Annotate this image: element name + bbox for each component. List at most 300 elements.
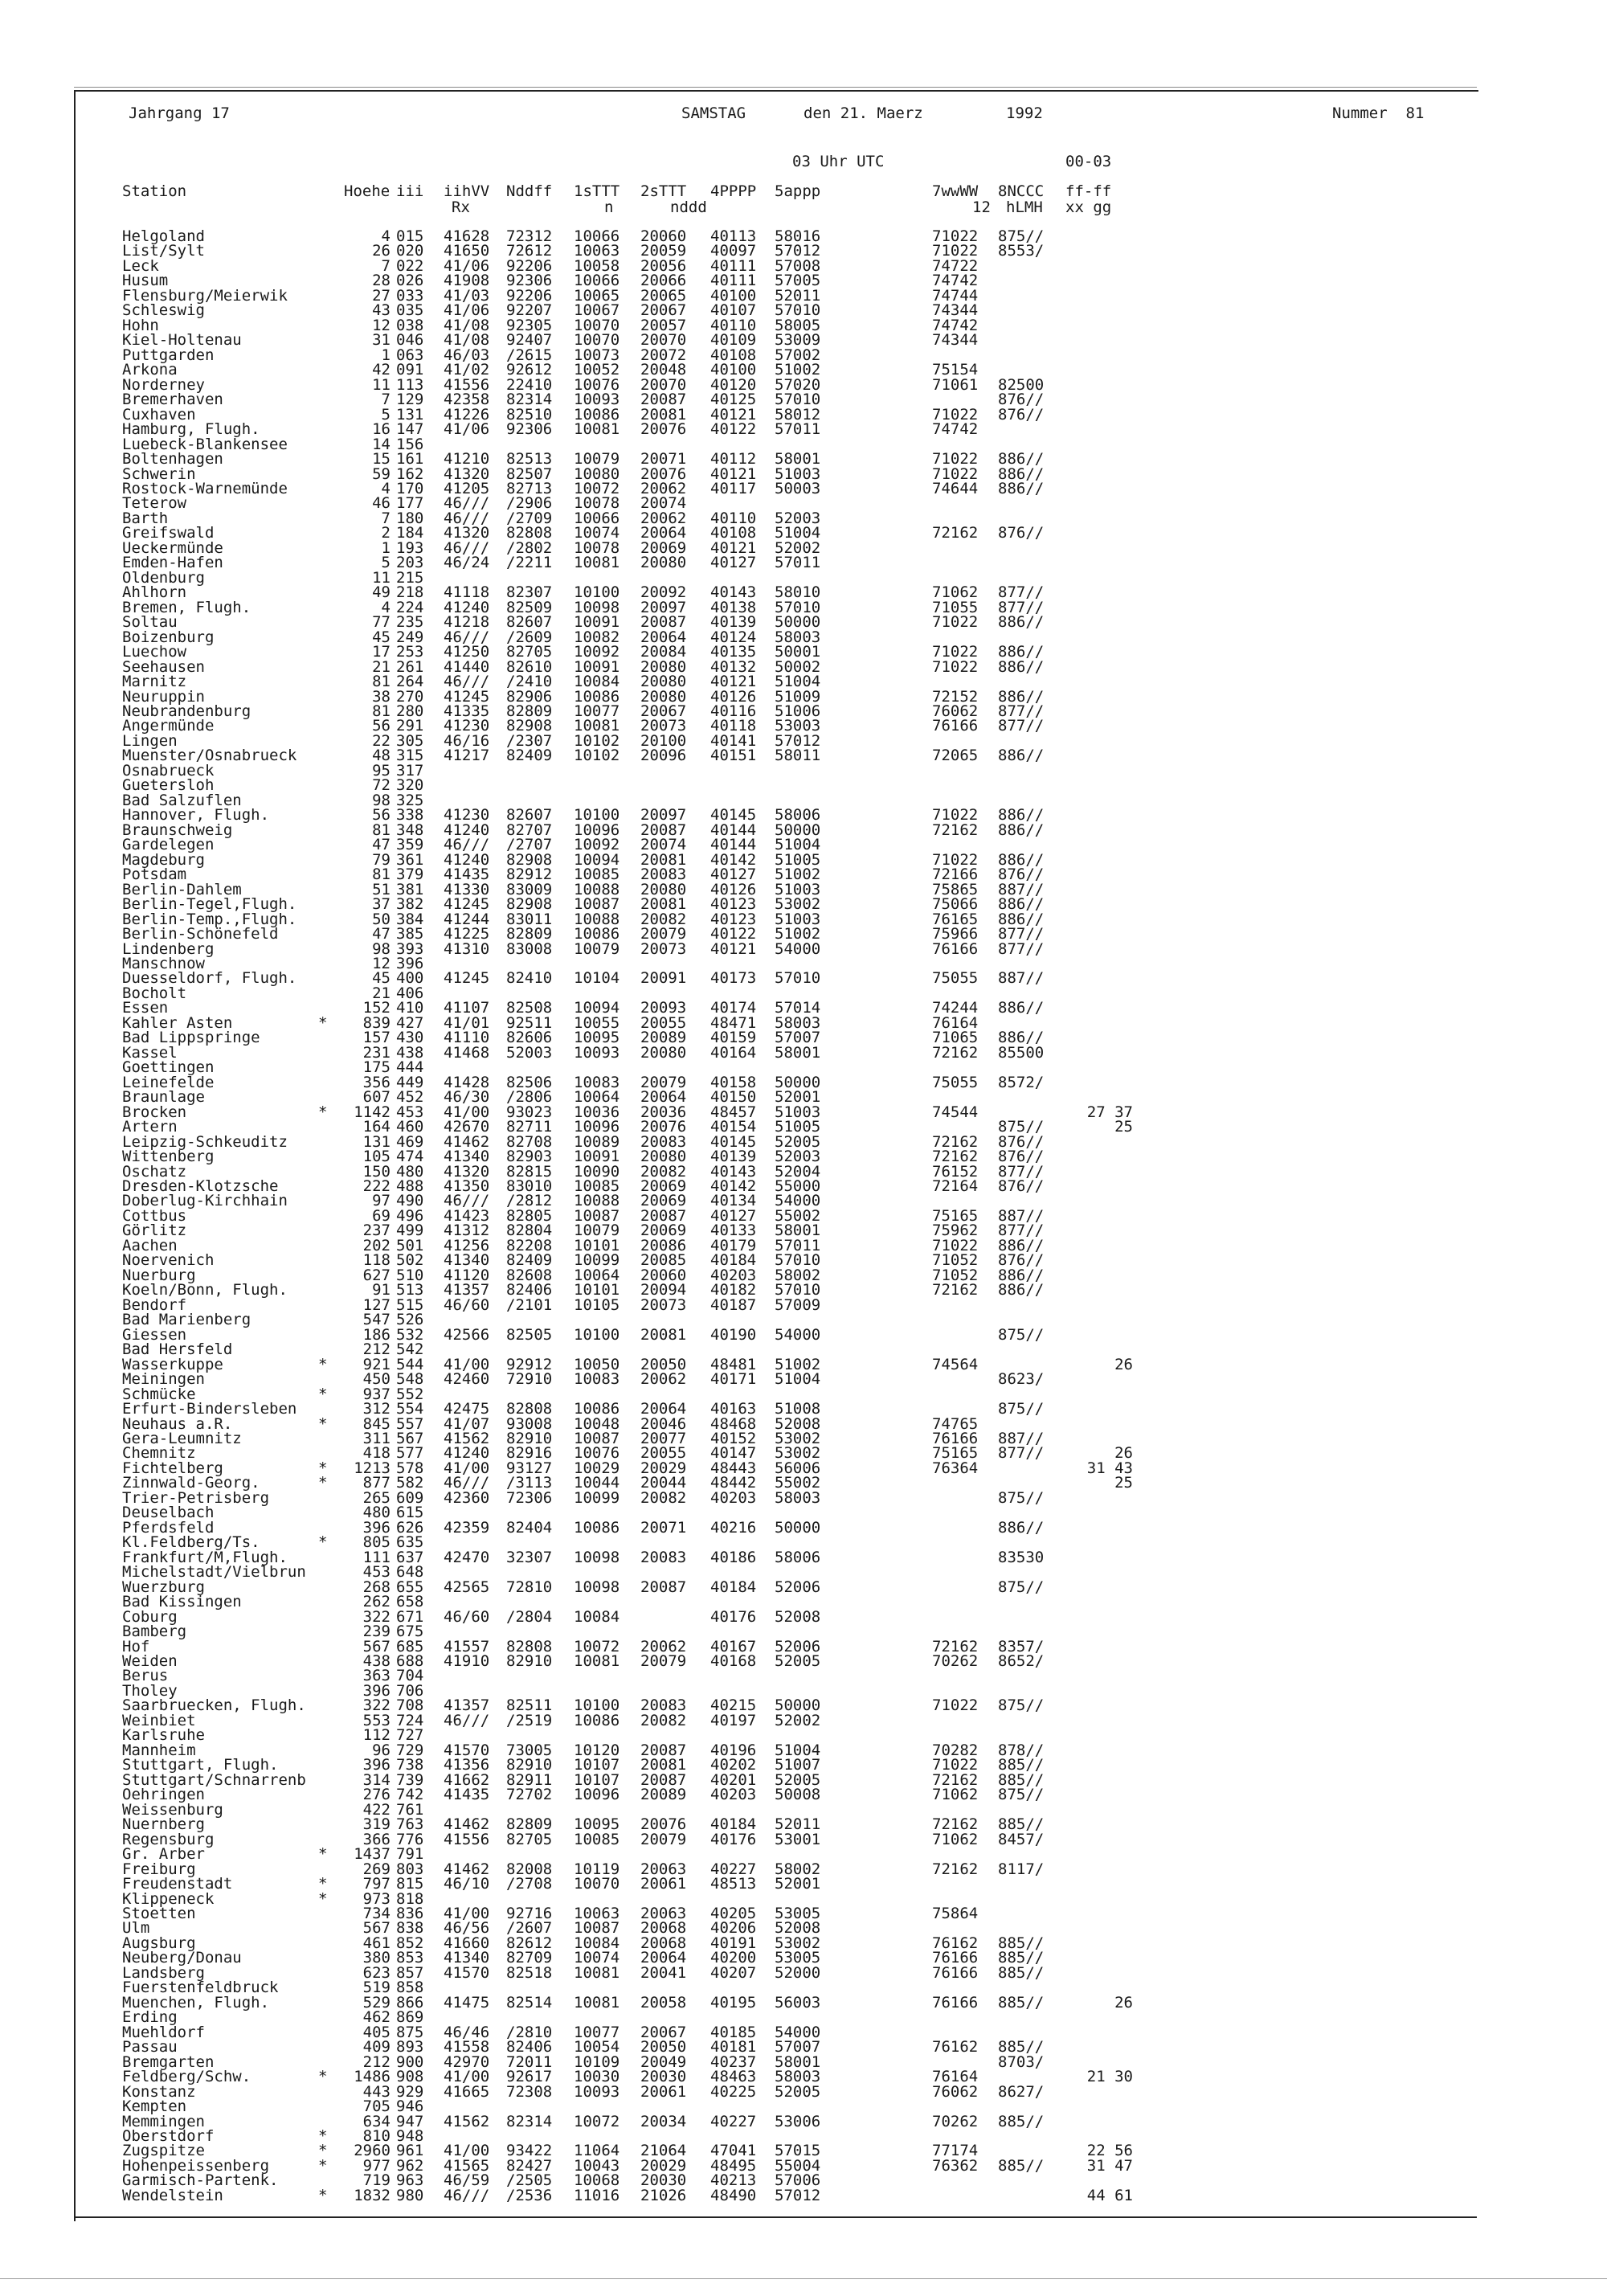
table-row xyxy=(122,939,1408,958)
station-number: 020 xyxy=(396,242,424,260)
group-4pppp: 48481 xyxy=(710,1355,757,1373)
station-name: Bad Marienberg xyxy=(122,1311,251,1329)
station-name: Arkona xyxy=(122,361,178,379)
station-height: 105 xyxy=(362,1148,391,1166)
group-1sttt: 10079 xyxy=(574,450,620,469)
station-height: 269 xyxy=(362,1860,391,1878)
station-height: 131 xyxy=(362,1132,391,1151)
station-height: 322 xyxy=(362,1696,391,1715)
year-label: 1992 xyxy=(1006,104,1043,122)
group-8nccc: 877// xyxy=(998,717,1045,735)
station-number: 015 xyxy=(396,227,424,245)
group-4pppp: 40171 xyxy=(710,1370,757,1389)
group-nddff: 83009 xyxy=(506,880,553,898)
station-height: 212 xyxy=(362,2052,391,2071)
group-4pppp: 40203 xyxy=(710,1488,757,1507)
station-height: 21 xyxy=(372,657,391,676)
table-row xyxy=(122,494,1408,513)
group-8nccc: 877// xyxy=(998,598,1045,616)
group-7wwww: 71022 xyxy=(932,242,979,260)
group-4pppp: 40121 xyxy=(710,465,757,483)
group-1sttt: 10086 xyxy=(574,405,620,424)
group-1sttt: 10102 xyxy=(574,731,620,750)
table-row xyxy=(122,793,1408,808)
group-7wwww: 71062 xyxy=(932,583,979,602)
station-height: 623 xyxy=(362,1963,391,1982)
group-4pppp: 40139 xyxy=(710,1148,757,1166)
group-1sttt: 10081 xyxy=(574,420,620,439)
group-1sttt: 10083 xyxy=(574,1370,620,1389)
group-7wwww: 72162 xyxy=(932,524,979,542)
group-2sttt: 20082 xyxy=(640,1711,687,1729)
station-name: Bad Kissingen xyxy=(122,1593,242,1611)
station-number: 320 xyxy=(396,776,424,795)
table-row xyxy=(122,1312,1408,1327)
table-row xyxy=(122,1995,1408,2010)
group-1sttt: 10085 xyxy=(574,1177,620,1195)
group-5appp: 57008 xyxy=(775,256,821,275)
group-4pppp: 40147 xyxy=(710,1444,757,1463)
group-7wwww: 74544 xyxy=(932,1103,979,1121)
group-nddff: 82908 xyxy=(506,850,553,869)
group-2sttt: 20061 xyxy=(640,2082,687,2101)
group-8nccc: 875// xyxy=(998,1400,1045,1418)
mountain-marker: * xyxy=(318,1889,328,1908)
group-iihvv: 46/56 xyxy=(444,1919,490,1938)
station-number: 490 xyxy=(396,1192,424,1210)
group-4pppp: 40164 xyxy=(710,1043,757,1062)
col-hlmh: hLMH xyxy=(1006,198,1043,216)
station-name: Coburg xyxy=(122,1607,178,1626)
group-1sttt: 10066 xyxy=(574,272,620,290)
group-1sttt: 10078 xyxy=(574,494,620,513)
station-height: 112 xyxy=(362,1726,391,1745)
station-number: 658 xyxy=(396,1593,424,1611)
group-nddff: 92305 xyxy=(506,316,553,334)
station-name: Seehausen xyxy=(122,657,205,676)
mountain-marker: * xyxy=(318,1845,328,1864)
station-name: Berlin-Dahlem xyxy=(122,880,242,898)
station-name: Freiburg xyxy=(122,1860,196,1878)
group-iihvv: 41312 xyxy=(444,1222,490,1240)
group-nddff: 93127 xyxy=(506,1459,553,1477)
station-height: 47 xyxy=(372,836,391,854)
group-4pppp: 40191 xyxy=(710,1934,757,1952)
table-row xyxy=(122,2038,1408,2057)
group-7wwww: 76062 xyxy=(932,2082,979,2101)
mountain-marker: * xyxy=(318,2142,328,2160)
station-name: Luechow xyxy=(122,643,187,661)
col-4pppp: 4PPPP xyxy=(710,182,757,200)
table-row xyxy=(122,1325,1408,1344)
group-ffff: 22 56 xyxy=(1086,2142,1133,2160)
station-number: 035 xyxy=(396,301,424,320)
station-height: 627 xyxy=(362,1266,391,1284)
group-8nccc: 8572/ xyxy=(998,1073,1045,1091)
station-name: Landsberg xyxy=(122,1963,205,1982)
table-row xyxy=(122,1832,1408,1847)
group-5appp: 53002 xyxy=(775,1934,821,1952)
station-height: 77 xyxy=(372,613,391,632)
col-station: Station xyxy=(122,182,187,200)
group-5appp: 52005 xyxy=(775,1132,821,1151)
station-number: 578 xyxy=(396,1459,424,1477)
group-iihvv: 42566 xyxy=(444,1325,490,1344)
table-row xyxy=(122,1980,1408,1995)
group-7wwww: 74742 xyxy=(932,316,979,334)
group-iihvv: 41118 xyxy=(444,583,490,602)
group-7wwww: 72162 xyxy=(932,1132,979,1151)
group-7wwww: 71062 xyxy=(932,1830,979,1848)
group-nddff: 82910 xyxy=(506,1756,553,1774)
group-4pppp: 40122 xyxy=(710,925,757,943)
group-1sttt: 10096 xyxy=(574,1786,620,1804)
group-5appp: 52005 xyxy=(775,1652,821,1670)
station-height: 977 xyxy=(362,2156,391,2175)
station-height: 547 xyxy=(362,1311,391,1329)
table-row xyxy=(122,867,1408,882)
group-5appp: 51006 xyxy=(775,702,821,720)
group-nddff: 82908 xyxy=(506,717,553,735)
station-number: 776 xyxy=(396,1830,424,1848)
group-nddff: 82508 xyxy=(506,999,553,1017)
group-5appp: 54000 xyxy=(775,1192,821,1210)
group-1sttt: 10085 xyxy=(574,866,620,884)
station-number: 393 xyxy=(396,939,424,958)
station-name: Giessen xyxy=(122,1325,187,1344)
group-2sttt: 20060 xyxy=(640,1266,687,1284)
station-name: Ueckermünde xyxy=(122,538,223,557)
table-row xyxy=(122,1461,1408,1475)
group-5appp: 58010 xyxy=(775,583,821,602)
day-label: SAMSTAG xyxy=(681,104,746,122)
table-row xyxy=(122,1607,1408,1626)
group-1sttt: 10081 xyxy=(574,1993,620,2012)
station-height: 21 xyxy=(372,984,391,1002)
station-height: 7 xyxy=(381,391,391,409)
group-nddff: 92306 xyxy=(506,272,553,290)
group-7wwww: 70262 xyxy=(932,2112,979,2130)
group-5appp: 52006 xyxy=(775,1578,821,1596)
station-name: Schleswig xyxy=(122,301,205,320)
group-1sttt: 10079 xyxy=(574,1222,620,1240)
group-4pppp: 40107 xyxy=(710,301,757,320)
group-nddff: 82809 xyxy=(506,702,553,720)
group-1sttt: 10088 xyxy=(574,880,620,898)
station-height: 48 xyxy=(372,747,391,765)
group-2sttt: 20073 xyxy=(640,939,687,958)
table-row xyxy=(122,1889,1408,1908)
station-height: 1 xyxy=(381,538,391,557)
group-7wwww: 75966 xyxy=(932,925,979,943)
group-nddff: 82709 xyxy=(506,1949,553,1967)
group-4pppp: 40168 xyxy=(710,1652,757,1670)
table-row xyxy=(122,2143,1408,2158)
group-2sttt: 20074 xyxy=(640,494,687,513)
group-5appp: 58003 xyxy=(775,628,821,646)
station-number: 557 xyxy=(396,1414,424,1433)
station-name: Gardelegen xyxy=(122,836,215,854)
group-iihvv: 41660 xyxy=(444,1934,490,1952)
station-number: 626 xyxy=(396,1518,424,1537)
station-height: 1486 xyxy=(354,2068,391,2086)
table-row xyxy=(122,348,1408,362)
table-row xyxy=(122,823,1408,837)
group-2sttt: 20058 xyxy=(640,1993,687,2012)
group-4pppp: 40225 xyxy=(710,2082,757,2101)
group-2sttt: 20084 xyxy=(640,643,687,661)
table-row xyxy=(122,1668,1408,1683)
group-5appp: 52008 xyxy=(775,1607,821,1626)
station-height: 81 xyxy=(372,702,391,720)
group-4pppp: 40127 xyxy=(710,1206,757,1225)
station-name: Karlsruhe xyxy=(122,1726,205,1745)
group-nddff: 32307 xyxy=(506,1548,553,1566)
table-row xyxy=(122,1639,1408,1654)
group-7wwww: 74744 xyxy=(932,286,979,305)
group-iihvv: 41244 xyxy=(444,910,490,928)
station-height: 1142 xyxy=(354,1103,391,1121)
table-row xyxy=(122,568,1408,587)
station-name: Bremgarten xyxy=(122,2052,215,2071)
group-7wwww: 71022 xyxy=(932,227,979,245)
table-row xyxy=(122,1268,1408,1283)
group-8nccc: 886// xyxy=(998,1236,1045,1254)
station-height: 845 xyxy=(362,1414,391,1433)
group-iihvv: 41240 xyxy=(444,598,490,616)
group-1sttt: 10091 xyxy=(574,1148,620,1166)
group-1sttt: 10029 xyxy=(574,1459,620,1477)
station-name: Luebeck-Blankensee xyxy=(122,435,288,453)
group-nddff: 73005 xyxy=(506,1741,553,1759)
table-row xyxy=(122,437,1408,452)
group-iihvv: 42359 xyxy=(444,1518,490,1537)
station-height: 95 xyxy=(372,761,391,780)
group-4pppp: 40163 xyxy=(710,1400,757,1418)
group-iihvv: 41225 xyxy=(444,925,490,943)
station-number: 379 xyxy=(396,866,424,884)
mountain-marker: * xyxy=(318,2186,328,2204)
group-nddff: 92407 xyxy=(506,331,553,350)
group-iihvv: 46/// xyxy=(444,538,490,557)
group-nddff: 82910 xyxy=(506,1652,553,1670)
group-8nccc: 875// xyxy=(998,1488,1045,1507)
group-8nccc: 878// xyxy=(998,1741,1045,1759)
station-number: 727 xyxy=(396,1726,424,1745)
group-5appp: 52011 xyxy=(775,1815,821,1834)
station-name: Puttgarden xyxy=(122,346,215,364)
station-number: 948 xyxy=(396,2127,424,2145)
table-row xyxy=(122,1164,1408,1179)
group-5appp: 57012 xyxy=(775,2186,821,2204)
group-1sttt: 10043 xyxy=(574,2156,620,2175)
group-2sttt: 20076 xyxy=(640,465,687,483)
group-1sttt: 10076 xyxy=(574,375,620,394)
group-5appp: 52004 xyxy=(775,1162,821,1181)
group-2sttt: 20083 xyxy=(640,1132,687,1151)
station-number: 384 xyxy=(396,910,424,928)
group-4pppp: 40184 xyxy=(710,1251,757,1270)
group-7wwww: 74722 xyxy=(932,256,979,275)
group-7wwww: 76166 xyxy=(932,1949,979,1967)
group-5appp: 54000 xyxy=(775,939,821,958)
group-ffff: 44 61 xyxy=(1086,2186,1133,2204)
group-iihvv: 41350 xyxy=(444,1177,490,1195)
station-name: Regensburg xyxy=(122,1830,215,1848)
group-2sttt: 20064 xyxy=(640,1949,687,1967)
group-4pppp: 40186 xyxy=(710,1548,757,1566)
group-iihvv: 41320 xyxy=(444,1162,490,1181)
station-number: 091 xyxy=(396,361,424,379)
station-height: 72 xyxy=(372,776,391,795)
station-name: Pferdsfeld xyxy=(122,1518,215,1537)
group-4pppp: 40143 xyxy=(710,583,757,602)
group-iihvv: 41250 xyxy=(444,643,490,661)
group-5appp: 50000 xyxy=(775,1073,821,1091)
group-ffff: 21 30 xyxy=(1086,2068,1133,2086)
group-nddff: 82314 xyxy=(506,391,553,409)
group-2sttt: 20093 xyxy=(640,999,687,1017)
group-4pppp: 40117 xyxy=(710,479,757,497)
station-number: 385 xyxy=(396,925,424,943)
group-iihvv: 41662 xyxy=(444,1770,490,1789)
mountain-marker: * xyxy=(318,2127,328,2145)
station-height: 839 xyxy=(362,1013,391,1032)
group-nddff: 92207 xyxy=(506,301,553,320)
group-2sttt: 20097 xyxy=(640,598,687,616)
station-name: Schwerin xyxy=(122,465,196,483)
station-height: 50 xyxy=(372,910,391,928)
station-number: 193 xyxy=(396,538,424,557)
group-7wwww: 71055 xyxy=(932,598,979,616)
table-row xyxy=(122,1800,1408,1819)
table-row xyxy=(122,1193,1408,1208)
group-2sttt: 20050 xyxy=(640,1355,687,1373)
group-8nccc: 876// xyxy=(998,524,1045,542)
station-height: 265 xyxy=(362,1488,391,1507)
group-7wwww: 76164 xyxy=(932,2068,979,2086)
group-8nccc: 885// xyxy=(998,1963,1045,1982)
group-nddff: /2708 xyxy=(506,1875,553,1893)
group-iihvv: 41462 xyxy=(444,1860,490,1878)
group-5appp: 51009 xyxy=(775,687,821,706)
station-height: 12 xyxy=(372,954,391,972)
station-name: Mannheim xyxy=(122,1741,196,1759)
group-iihvv: 41245 xyxy=(444,687,490,706)
station-number: 046 xyxy=(396,331,424,350)
table-row xyxy=(122,331,1408,350)
station-number: 552 xyxy=(396,1385,424,1403)
station-height: 11 xyxy=(372,568,391,587)
station-number: 400 xyxy=(396,969,424,988)
group-8nccc: 85500 xyxy=(998,1043,1045,1062)
station-number: 724 xyxy=(396,1711,424,1729)
group-iihvv: 41665 xyxy=(444,2082,490,2101)
group-ffff: 27 37 xyxy=(1086,1103,1133,1121)
station-name: Potsdam xyxy=(122,866,187,884)
group-7wwww: 71052 xyxy=(932,1251,979,1270)
station-name: Marnitz xyxy=(122,673,187,691)
table-row xyxy=(122,895,1408,914)
group-iihvv: 41240 xyxy=(444,850,490,869)
group-8nccc: 8553/ xyxy=(998,242,1045,260)
group-iihvv: 42475 xyxy=(444,1400,490,1418)
group-iihvv: 41628 xyxy=(444,227,490,245)
group-nddff: /2810 xyxy=(506,2023,553,2041)
col-hoehe: Hoehe xyxy=(344,182,391,200)
group-8nccc: 877// xyxy=(998,1162,1045,1181)
group-nddff: /2806 xyxy=(506,1088,553,1107)
group-4pppp: 40154 xyxy=(710,1118,757,1136)
station-number: 249 xyxy=(396,628,424,646)
group-iihvv: 41240 xyxy=(444,1444,490,1463)
group-5appp: 57012 xyxy=(775,731,821,750)
table-row xyxy=(122,286,1408,305)
group-4pppp: 40124 xyxy=(710,628,757,646)
station-name: Oschatz xyxy=(122,1162,187,1181)
station-height: 152 xyxy=(362,999,391,1017)
station-name: List/Sylt xyxy=(122,242,205,260)
group-4pppp: 40127 xyxy=(710,554,757,572)
group-nddff: /2906 xyxy=(506,494,553,513)
station-height: 1437 xyxy=(354,1845,391,1864)
table-row xyxy=(122,1681,1408,1700)
group-7wwww: 76162 xyxy=(932,1934,979,1952)
group-7wwww: 75864 xyxy=(932,1904,979,1922)
group-1sttt: 10055 xyxy=(574,1013,620,1032)
group-8nccc: 876// xyxy=(998,1148,1045,1166)
station-height: 175 xyxy=(362,1058,391,1077)
group-2sttt: 20076 xyxy=(640,420,687,439)
group-4pppp: 40185 xyxy=(710,2023,757,2041)
station-number: 502 xyxy=(396,1251,424,1270)
group-5appp: 50000 xyxy=(775,1518,821,1537)
station-height: 705 xyxy=(362,2098,391,2116)
group-iihvv: 41/03 xyxy=(444,286,490,305)
group-nddff: 82506 xyxy=(506,1073,553,1091)
group-8nccc: 885// xyxy=(998,1949,1045,1967)
group-7wwww: 72162 xyxy=(932,1281,979,1299)
group-7wwww: 72162 xyxy=(932,1770,979,1789)
table-row xyxy=(122,450,1408,469)
group-4pppp: 40227 xyxy=(710,1860,757,1878)
station-number: 838 xyxy=(396,1919,424,1938)
group-nddff: /2709 xyxy=(506,509,553,527)
station-name: Doberlug-Kirchhain xyxy=(122,1192,288,1210)
station-name: Lingen xyxy=(122,731,178,750)
group-4pppp: 40108 xyxy=(710,346,757,364)
station-name: Magdeburg xyxy=(122,850,205,869)
group-5appp: 51004 xyxy=(775,1741,821,1759)
group-4pppp: 40112 xyxy=(710,450,757,469)
station-name: Hamburg, Flugh. xyxy=(122,420,260,439)
station-number: 359 xyxy=(396,836,424,854)
station-name: Leck xyxy=(122,256,159,275)
group-1sttt: 10087 xyxy=(574,1429,620,1447)
table-row xyxy=(122,273,1408,288)
group-iihvv: 46/// xyxy=(444,628,490,646)
group-1sttt: 10082 xyxy=(574,628,620,646)
group-2sttt: 20087 xyxy=(640,1578,687,1596)
group-nddff: 82908 xyxy=(506,895,553,914)
group-5appp: 54000 xyxy=(775,1325,821,1344)
station-name: Nuerburg xyxy=(122,1266,196,1284)
station-height: 409 xyxy=(362,2038,391,2057)
group-4pppp: 40121 xyxy=(710,538,757,557)
group-8nccc: 886// xyxy=(998,910,1045,928)
station-number: 908 xyxy=(396,2068,424,2086)
group-4pppp: 40138 xyxy=(710,598,757,616)
